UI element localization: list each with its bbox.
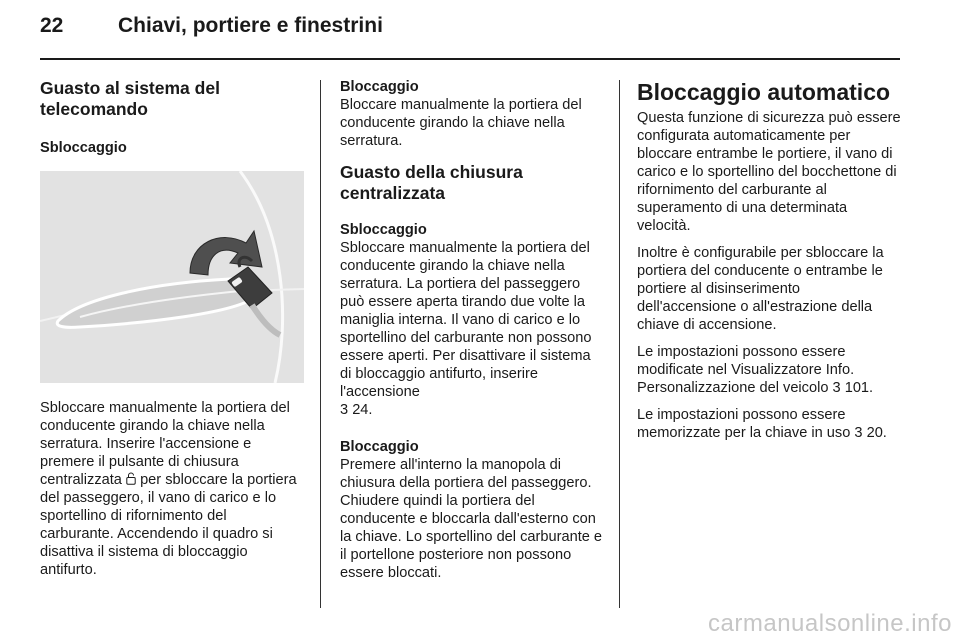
- subheading: Sbloccaggio: [40, 140, 127, 156]
- section-heading: Bloccaggio automatico: [637, 79, 891, 105]
- reference-page: 24.: [352, 402, 373, 418]
- body-paragraph: [340, 239, 604, 419]
- page-number: 22: [40, 14, 64, 37]
- subheading: Bloccaggio: [340, 439, 419, 455]
- body-paragraph: [637, 343, 901, 397]
- page-title: Chiavi, portiere e finestrini: [118, 14, 383, 37]
- column-3: [637, 64, 901, 442]
- paragraph-text: Le impostazioni possono essere memorizzate per la chiave in uso: [637, 407, 851, 441]
- reference-arrow-icon: 3: [854, 425, 863, 441]
- body-paragraph: Inoltre è configurabile per sbloccare la portiera del conducente o entrambe le portiere al disinserimento dell'accensione o all'estrazione della chiave di accensione.: [637, 245, 884, 333]
- page-reference: [340, 402, 372, 418]
- subheading: Bloccaggio: [340, 79, 419, 95]
- paragraph-text: Sbloccare manualmente la portiera del conducente girando la chiave nella serratura. La portiera del passeggero può essere aperta tirando due volte la maniglia interna. Il vano di carico e lo sportellino del carburante non possono essere aperti. Per disattivare il sistema di bloccaggio antifurto, inserire l'accensione: [340, 240, 592, 400]
- column-divider: [320, 80, 321, 608]
- section-heading: Guasto della chiusura centralizzata: [340, 162, 523, 203]
- subheading: Sbloccaggio: [340, 222, 427, 238]
- column-divider: [619, 80, 620, 608]
- column-1: [40, 64, 304, 579]
- page-reference: [854, 425, 886, 441]
- paragraph-text: per sbloccare la portiera del passeggero, il vano di carico e lo sportellino di rifornimento del carburante. Accendendo il quadro si disattiva il sistema di bloccaggio antifurto.: [40, 472, 297, 578]
- reference-arrow-icon: 3: [832, 380, 841, 396]
- door-handle-key-image: [40, 171, 304, 383]
- body-paragraph: [40, 399, 304, 579]
- body-paragraph: [637, 406, 901, 442]
- watermark: carmanualsonline.info: [708, 610, 952, 637]
- body-paragraph: Bloccare manualmente la portiera del conducente girando la chiave nella serratura.: [340, 97, 582, 149]
- header-rule: [40, 58, 900, 60]
- reference-arrow-icon: 3: [340, 402, 349, 418]
- door-handle-illustration: [40, 171, 304, 383]
- paragraph-text: Sbloccare manualmente la portiera del conducente girando la chiave nella serratura. Inserire l'accensione e premere il pulsante di chiusura centralizzata: [40, 400, 290, 488]
- body-paragraph: Questa funzione di sicurezza può essere configurata automaticamente per bloccare entrambe le portiere, il vano di carico e lo sportellino del bocchettone di rifornimento del carburante al superamento di una determinata velocità.: [637, 110, 901, 234]
- unlock-icon: [126, 472, 136, 485]
- reference-page: 101.: [844, 380, 874, 396]
- paragraph-text: Le impostazioni possono essere modificate nel Visualizzatore Info. Personalizzazione del veicolo: [637, 344, 855, 396]
- body-paragraph: Premere all'interno la manopola di chiusura della portiera del passeggero. Chiudere quindi la portiera del conducente e bloccarla dall'esterno con la chiave. Lo sportellino del carburante e il portellone posteriore non possono essere bloccati.: [340, 457, 603, 581]
- page-reference: [833, 380, 874, 396]
- reference-page: 20.: [866, 425, 887, 441]
- column-2: [340, 64, 604, 582]
- section-heading: Guasto al sistema del telecomando: [40, 78, 220, 119]
